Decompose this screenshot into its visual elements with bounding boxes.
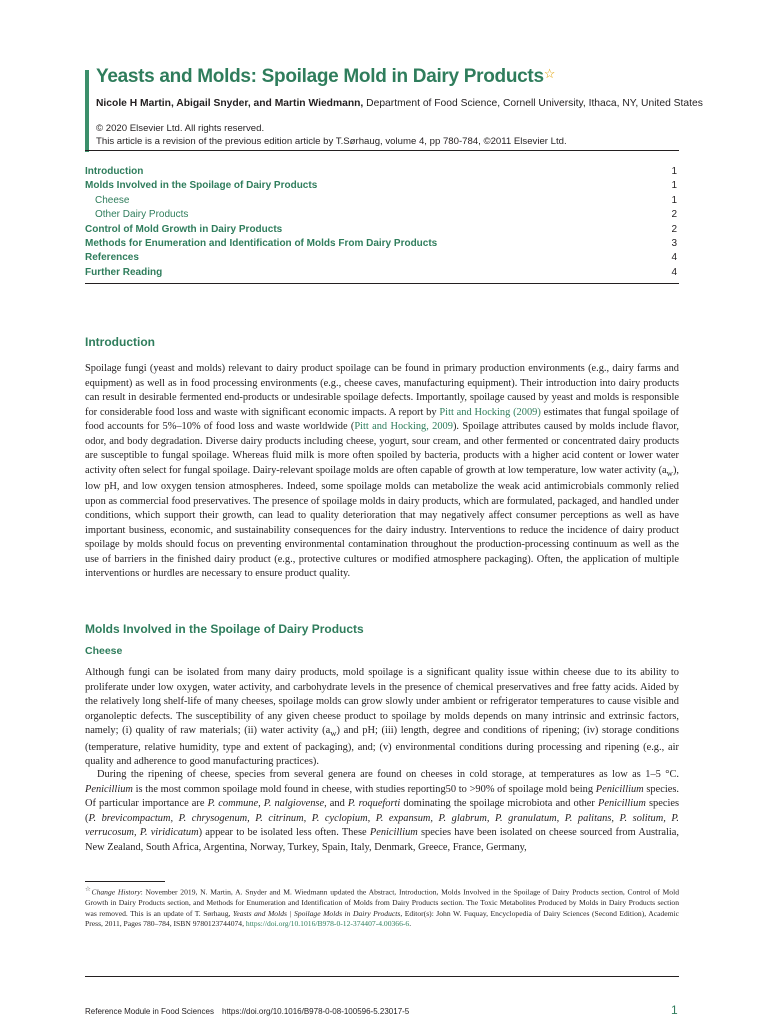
author-names: Nicole H Martin, Abigail Snyder, and Martin Wiedmann, [96,98,364,109]
toc-item[interactable] [85,251,679,265]
table-of-contents [85,165,679,280]
toc-item-page: 2 [671,209,677,221]
toc-item-label: Other Dairy Products [95,209,189,221]
change-history-mark[interactable]: ☆ [543,66,556,81]
toc-item[interactable] [85,208,679,222]
change-history-footnote: ☆Change History: November 2019, N. Martin, A. Snyder and M. Wiedmann updated the Abstract, Introduction, Molds Involved in the Spoilage of Dairy Products section, Control of Mold Growth in Dairy Products section, and Methods for Enumeration and Identification of Molds from Dairy Products section. The Toxic Metabolites Produced by Molds in Dairy Products section was removed. This is an update of T. Sørhaug, Yeasts and Molds | Spoilage Molds in Dairy Products, Editor(s): John W. Fuquay, Encyclopedia of Dairy Sciences (Second Edition), Academic Press, 2011, Pages 780–784, ISBN 9780123744074, https://doi.org/10.1016/B978-0-12-374407-4.00366-6. [85,886,679,929]
citation-link[interactable]: Pitt and Hocking, 2009 [354,421,453,432]
footnote-rule [85,881,165,882]
toc-item-page: 1 [671,180,677,192]
toc-item[interactable] [85,266,679,280]
article-title [96,66,555,88]
toc-item-label: Introduction [85,166,144,177]
toc-item-page: 3 [671,237,677,249]
intro-paragraph: Spoilage fungi (yeast and molds) relevant to dairy product spoilage can be found in primary production environments (e.g., dairy farms and equipment) as well as in food processing environments (e.g., cheese caves, manufacturing equipment). Their introduction into dairy products can result in desirable fermented end-products or undesirable spoilage defects. Importantly, spoilage caused by yeast and molds is responsible for considerable food loss and waste with significant economic impacts. A report by Pitt and Hocking (2009) estimates that fungal spoilage of food accounts for 5%–10% of food loss and waste worldwide (Pitt and Hocking, 2009). Spoilage attributes caused by molds include flavor, odor, and body degradation. Diverse dairy products including cheese, yogurt, sour cream, and other fermented or concentrated dairy products are susceptible to fungal spoilage. Whereas fluid milk is more often spoiled by bacteria, products with a higher acid content or lower water activity often select for fungal spoilage. Dairy-relevant spoilage molds are often capable of growth at low temperature, low water activity $(a_w)$, low pH, and low oxygen tension atmospheres. Indeed, some spoilage molds can metabolize the weak acid antimicrobials commonly relied upon as commercial food preservatives. The presence of spoilage molds in dairy products, which are formulated, packaged, and handled under conditions, which support their growth, can lead to quality deterioration that may negatively affect consumer perceptions as well as have important business, economic, and sustainability consequences for the dairy industry. Interventions to reduce the incidence of dairy product spoilage by molds should focus on preventing environmental contamination throughout the production-processing continuum as well as the use of barriers in the finished dairy product (e.g., protective cultures or modified atmosphere packaging). Often, the application of multiple interventions or hurdles are necessary to ensure product quality. [85,363,680,580]
copyright-block [96,122,567,148]
footnote-doi-link[interactable]: https://doi.org/10.1016/B978-0-12-374407-4.00366-6 [245,919,410,929]
copyright-line: © 2020 Elsevier Ltd. All rights reserved. [96,123,265,134]
toc-item-page: 4 [671,266,677,278]
toc-item[interactable] [85,237,679,251]
author-line [96,98,703,109]
toc-item-label: Methods for Enumeration and Identification of Molds From Dairy Products [85,237,438,249]
toc-item[interactable] [85,179,679,193]
toc-item-label: Molds Involved in the Spoilage of Dairy Products [85,180,318,192]
footer-rule [85,976,679,977]
toc-item-page: 4 [671,252,677,264]
footer-source: Reference Module in Food Sciences [85,1007,214,1016]
toc-top-rule [85,150,679,151]
toc-item[interactable] [85,165,679,179]
toc-item-label: Control of Mold Growth in Dairy Products [85,223,283,235]
section-heading-introduction: Introduction [85,335,155,349]
toc-item-label: Cheese [95,194,130,206]
toc-item-page: 1 [671,194,677,206]
toc-item-page: 2 [671,223,677,235]
toc-item-label: Further Reading [85,266,163,278]
author-affiliation: Department of Food Science, Cornell University, Ithaca, NY, United States [363,98,703,109]
cheese-paragraph-1: Although fungi can be isolated from many dairy products, mold spoilage is a significant quality issue within cheese due to its ability to proliferate under low oxygen, water activity, and carbohydrate levels in the presence of chemical preservatives and free fatty acids. Aided by the relatively long shelf-life of many cheeses, spoilage molds can grow slowly under ambient or refrigerator temperatures to cause visible and organoleptic defects. The susceptibility of any given cheese product to spoilage by molds depends on many intrinsic and extrinsic factors, namely; (i) quality of raw materials; (ii) water activity $(a_w)$ and pH; (iii) length, degree and conditions of ripening; (iv) storage conditions (temperature, relative humidity, type and extent of packaging), and; (v) environmental conditions during processing and ripening (e.g., air quality and adherence to good manufacturing practices). [85,667,680,768]
footer-doi: https://doi.org/10.1016/B978-0-08-100596-5.23017-5 [222,1007,410,1016]
subsection-heading-cheese: Cheese [85,645,123,657]
cheese-paragraph-2: During the ripening of cheese, species from several genera are found on cheeses in cold storage, at temperatures as low as 1–5 °C. Penicillium is the most common spoilage mold found in cheese, with studies reporting50 to >90% of spoilage mold being Penicillium species. Of particular importance are P. commune, P. nalgiovense, and P. roqueforti dominating the spoilage microbiota and other Penicillium species (P. brevicompactum, P. chrysogenum, P. citrinum, P. cyclopium, P. expansum, P. glabrum, P. granulatum, P. palitans, P. solitum, P. verrucosum, P. viridicatum) appear to be isolated less often. These Penicillium species have been isolated on cheese sourced from Australia, New Zealand, South Africa, Argentina, Norway, Turkey, Spain, Italy, Denmark, Greece, France, Germany, [85,769,679,853]
toc-item[interactable] [85,223,679,237]
toc-item-page: 1 [671,166,677,177]
toc-item-label: References [85,252,139,264]
toc-bottom-rule [85,283,679,284]
revision-note: This article is a revision of the previous edition article by T.Sørhaug, volume 4, pp 780-784, ©2011 Elsevier Ltd. [96,136,567,147]
section-heading-molds: Molds Involved in the Spoilage of Dairy Products [85,622,364,636]
title-accent-bar [85,70,89,152]
article-title-text: Yeasts and Molds: Spoilage Mold in Dairy Products [96,66,544,87]
toc-item[interactable] [85,194,679,208]
page-number: 1 [671,1003,678,1017]
citation-link[interactable]: Pitt and Hocking (2009) [439,406,541,418]
